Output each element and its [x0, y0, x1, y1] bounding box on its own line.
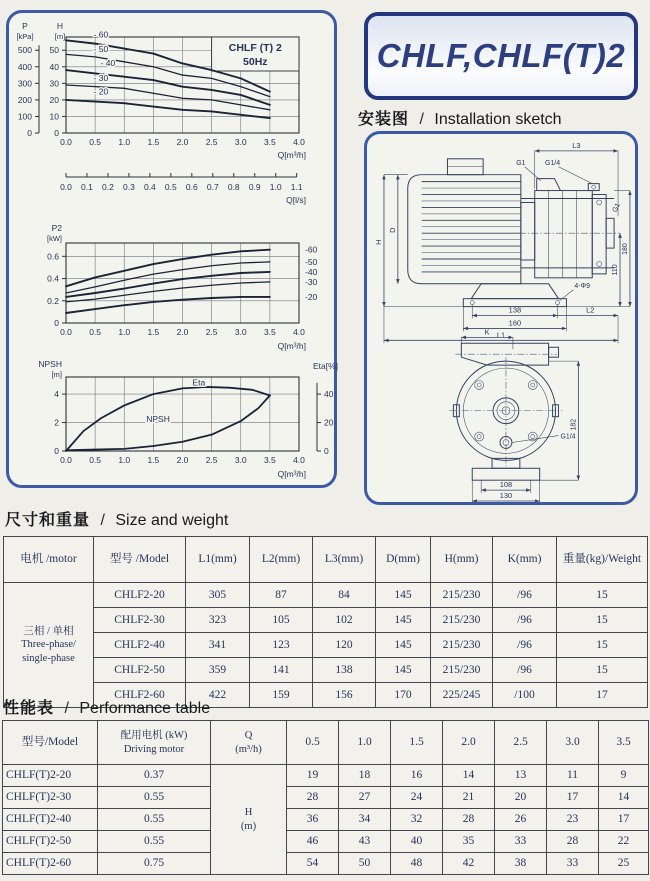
- motor-power-cell: 0.55: [98, 809, 211, 831]
- size-weight-heading: [5, 507, 228, 530]
- head-value-cell: 43: [339, 831, 391, 853]
- flow-col-header: 1.0: [339, 721, 391, 765]
- svg-text:30: 30: [49, 78, 59, 89]
- head-value-cell: 35: [443, 831, 495, 853]
- hq-curve-chart: [10, 21, 339, 225]
- installation-sketch-drawing: [369, 137, 633, 502]
- bolt-holes-label: 4-Φ9: [574, 282, 590, 290]
- dim-138-label: 138: [508, 305, 522, 315]
- outlet-thread-label: G1: [611, 202, 622, 214]
- size-col-header: L1(mm): [186, 537, 250, 583]
- head-value-cell: 27: [339, 787, 391, 809]
- svg-text:1.5: 1.5: [147, 137, 160, 147]
- size-value-cell: 87: [250, 583, 313, 608]
- vent-plug: [588, 184, 599, 191]
- size-col-header: L2(mm): [250, 537, 313, 583]
- perf-table-row: [3, 787, 649, 809]
- dim-180-label: 180: [621, 243, 629, 255]
- svg-text:2.5: 2.5: [205, 137, 218, 147]
- p2-power-chart: [10, 223, 339, 357]
- svg-text:0.5: 0.5: [89, 137, 102, 147]
- installation-sketch-panel: [364, 131, 638, 505]
- front-foot: [472, 468, 539, 480]
- svg-text:0.6: 0.6: [185, 182, 198, 192]
- dim-182-label: 182: [570, 418, 578, 431]
- head-value-cell: 42: [443, 853, 495, 875]
- perf-heading-en: Performance table: [79, 700, 211, 717]
- size-value-cell: 215/230: [431, 633, 493, 658]
- svg-text:0: 0: [27, 128, 32, 138]
- size-value-cell: 145: [376, 633, 431, 658]
- motor-power-cell: 0.75: [98, 853, 211, 875]
- svg-text:4.0: 4.0: [293, 137, 305, 147]
- svg-text:-60: -60: [305, 244, 318, 255]
- dim-160-label: 160: [508, 318, 522, 328]
- svg-text:Q[m³/h]: Q[m³/h]: [277, 150, 306, 160]
- model-cell: CHLF(T)2-40: [3, 809, 98, 831]
- head-value-cell: 32: [391, 809, 443, 831]
- size-value-cell: 170: [376, 683, 431, 708]
- head-value-cell: 20: [495, 787, 547, 809]
- svg-text:Eta[%]: Eta[%]: [312, 361, 338, 371]
- end-cover: [592, 195, 606, 274]
- perf-col-header: 配用电机 (kW) Driving motor: [98, 721, 211, 765]
- svg-text:0.5: 0.5: [164, 182, 177, 192]
- svg-text:2.5: 2.5: [205, 327, 218, 337]
- svg-text:2: 2: [54, 417, 59, 428]
- svg-text:3.5: 3.5: [263, 327, 276, 337]
- size-value-cell: 145: [376, 583, 431, 608]
- size-value-cell: 120: [313, 633, 376, 658]
- size-value-cell: /96: [493, 583, 557, 608]
- model-title-box: [364, 12, 638, 100]
- svg-text:1.0: 1.0: [118, 455, 131, 465]
- svg-text:Q[m³/h]: Q[m³/h]: [277, 469, 306, 479]
- performance-heading: [3, 695, 210, 718]
- size-col-header: L3(mm): [313, 537, 376, 583]
- svg-text:0.9: 0.9: [248, 182, 261, 192]
- size-col-header: H(mm): [431, 537, 493, 583]
- svg-text:0.0: 0.0: [60, 137, 72, 147]
- perf-table-row: [3, 853, 649, 875]
- svg-text:1.5: 1.5: [147, 327, 160, 337]
- svg-text:0.0: 0.0: [60, 182, 72, 192]
- svg-text:40: 40: [49, 61, 59, 72]
- svg-text:0: 0: [54, 318, 59, 328]
- head-value-cell: 46: [287, 831, 339, 853]
- head-value-cell: 36: [287, 809, 339, 831]
- heading-separator: /: [419, 111, 424, 128]
- model-cell: CHLF(T)2-50: [3, 831, 98, 853]
- size-col-header: 重量(kg)/Weight: [557, 537, 648, 583]
- svg-text:[m]: [m]: [51, 370, 62, 379]
- svg-text:0: 0: [54, 128, 59, 138]
- size-value-cell: 359: [186, 658, 250, 683]
- size-value-cell: 105: [250, 608, 313, 633]
- size-table-row: [4, 583, 648, 608]
- svg-text:Eta: Eta: [192, 377, 206, 388]
- svg-text:0.1: 0.1: [81, 182, 93, 192]
- head-value-cell: 22: [599, 831, 649, 853]
- dim-D-label: D: [387, 227, 397, 233]
- svg-text:20: 20: [49, 94, 59, 105]
- size-value-cell: 15: [557, 608, 648, 633]
- svg-text:1.5: 1.5: [147, 455, 160, 465]
- flow-col-header: 0.5: [287, 721, 339, 765]
- svg-text:-30: -30: [305, 276, 318, 287]
- svg-text:0.5: 0.5: [89, 327, 102, 337]
- installation-heading: [358, 106, 562, 129]
- size-value-cell: 305: [186, 583, 250, 608]
- inlet-thread-label: G1: [516, 159, 526, 167]
- size-heading-en: Size and weight: [115, 512, 229, 529]
- flow-col-header: 1.5: [391, 721, 443, 765]
- model-cell: CHLF2-20: [94, 583, 186, 608]
- size-value-cell: 323: [186, 608, 250, 633]
- dim-L1-label: L1: [496, 330, 506, 340]
- heading-separator: /: [64, 700, 69, 717]
- svg-text:- 20: - 20: [93, 86, 109, 97]
- size-weight-table: [3, 536, 648, 708]
- size-value-cell: 156: [313, 683, 376, 708]
- head-value-cell: 18: [339, 765, 391, 787]
- svg-text:- 30: - 30: [93, 73, 109, 84]
- svg-text:4: 4: [54, 389, 59, 400]
- svg-text:- 50: - 50: [93, 44, 109, 55]
- head-unit-cell: H (m): [211, 765, 287, 875]
- svg-text:P: P: [22, 21, 28, 31]
- perf-table-row: [3, 809, 649, 831]
- svg-text:400: 400: [17, 61, 32, 72]
- pump-stages: [535, 191, 593, 278]
- head-value-cell: 28: [547, 831, 599, 853]
- model-cell: CHLF(T)2-30: [3, 787, 98, 809]
- svg-text:-40: -40: [305, 266, 318, 277]
- size-value-cell: 215/230: [431, 608, 493, 633]
- svg-text:0: 0: [324, 446, 329, 456]
- svg-text:- 40: - 40: [100, 58, 116, 69]
- svg-text:3.0: 3.0: [234, 455, 247, 465]
- svg-text:Q[l/s]: Q[l/s]: [286, 195, 306, 205]
- performance-table: [2, 720, 649, 875]
- model-cell: CHLF2-60: [94, 683, 186, 708]
- model-cell: CHLF2-40: [94, 633, 186, 658]
- svg-text:300: 300: [17, 78, 32, 89]
- svg-text:50: 50: [49, 45, 59, 56]
- size-value-cell: 17: [557, 683, 648, 708]
- svg-text:2.5: 2.5: [205, 455, 218, 465]
- size-value-cell: 102: [313, 608, 376, 633]
- svg-text:1.0: 1.0: [269, 182, 282, 192]
- size-value-cell: 422: [186, 683, 250, 708]
- perf-heading-cjk: 性能表: [3, 700, 55, 717]
- flow-col-header: 2.0: [443, 721, 495, 765]
- size-col-header: 电机 /motor: [4, 537, 94, 583]
- size-value-cell: /96: [493, 608, 557, 633]
- model-cell: CHLF(T)2-60: [3, 853, 98, 875]
- svg-text:NPSH: NPSH: [146, 413, 170, 424]
- svg-text:2.0: 2.0: [176, 137, 189, 147]
- size-col-header: 型号 /Model: [94, 537, 186, 583]
- head-value-cell: 19: [287, 765, 339, 787]
- head-value-cell: 38: [495, 853, 547, 875]
- head-value-cell: 16: [391, 765, 443, 787]
- dim-130-label: 130: [499, 491, 513, 501]
- svg-text:-20: -20: [305, 291, 318, 302]
- curves-panel: [6, 10, 337, 488]
- size-value-cell: 215/230: [431, 658, 493, 683]
- head-value-cell: 24: [391, 787, 443, 809]
- dim-110-label: 110: [612, 264, 620, 276]
- head-value-cell: 28: [443, 809, 495, 831]
- size-value-cell: 145: [376, 658, 431, 683]
- pump-side-view: [374, 141, 630, 343]
- head-value-cell: 14: [599, 787, 649, 809]
- vent-thread-label: G1/4: [545, 159, 561, 167]
- svg-text:0.4: 0.4: [47, 273, 59, 284]
- head-value-cell: 17: [547, 787, 599, 809]
- model-cell: CHLF(T)2-20: [3, 765, 98, 787]
- svg-text:1.0: 1.0: [118, 327, 131, 337]
- size-value-cell: /100: [493, 683, 557, 708]
- flow-col-header: 3.0: [547, 721, 599, 765]
- size-heading-cjk: 尺寸和重量: [5, 512, 91, 529]
- model-cell: CHLF2-50: [94, 658, 186, 683]
- size-table-row: [4, 658, 648, 683]
- head-value-cell: 33: [547, 853, 599, 875]
- svg-text:3.0: 3.0: [234, 137, 247, 147]
- svg-text:0.3: 0.3: [122, 182, 135, 192]
- motor-power-cell: 0.55: [98, 831, 211, 853]
- size-value-cell: 225/245: [431, 683, 493, 708]
- size-col-header: K(mm): [493, 537, 557, 583]
- head-value-cell: 21: [443, 787, 495, 809]
- size-value-cell: 15: [557, 633, 648, 658]
- svg-text:100: 100: [17, 111, 32, 122]
- svg-text:NPSH: NPSH: [38, 359, 62, 369]
- svg-text:3.5: 3.5: [263, 137, 276, 147]
- svg-text:20: 20: [324, 417, 334, 428]
- head-value-cell: 33: [495, 831, 547, 853]
- head-value-cell: 25: [599, 853, 649, 875]
- size-value-cell: 141: [250, 658, 313, 683]
- svg-text:1.1: 1.1: [290, 182, 303, 192]
- svg-text:0.2: 0.2: [102, 182, 114, 192]
- head-value-cell: 13: [495, 765, 547, 787]
- size-table-row: [4, 633, 648, 658]
- svg-text:10: 10: [49, 111, 59, 122]
- svg-text:0.5: 0.5: [89, 455, 102, 465]
- head-value-cell: 14: [443, 765, 495, 787]
- drain-thread-label: G1/4: [560, 433, 576, 441]
- svg-text:200: 200: [17, 94, 32, 105]
- size-value-cell: 138: [313, 658, 376, 683]
- perf-table-row: [3, 831, 649, 853]
- npsh-eta-chart: [10, 359, 339, 485]
- head-value-cell: 23: [547, 809, 599, 831]
- svg-text:3.5: 3.5: [263, 455, 276, 465]
- svg-text:0.2: 0.2: [47, 295, 59, 306]
- base-support: [471, 284, 558, 299]
- head-value-cell: 54: [287, 853, 339, 875]
- size-value-cell: 123: [250, 633, 313, 658]
- svg-text:0.8: 0.8: [227, 182, 240, 192]
- svg-text:500: 500: [17, 45, 32, 56]
- svg-text:0.0: 0.0: [60, 455, 72, 465]
- perf-table-row: [3, 765, 649, 787]
- svg-text:2.0: 2.0: [176, 455, 189, 465]
- svg-text:- 60: - 60: [93, 29, 109, 40]
- size-value-cell: 15: [557, 583, 648, 608]
- dim-L3-label: L3: [572, 140, 581, 150]
- svg-text:0.6: 0.6: [47, 251, 59, 262]
- dim-H-label: H: [373, 239, 383, 245]
- perf-col-header: 型号/Model: [3, 721, 98, 765]
- svg-text:0: 0: [54, 446, 59, 456]
- svg-text:P2: P2: [51, 223, 62, 233]
- motor-type-cell: 三相 / 单相 Three-phase/ single-phase: [4, 583, 94, 708]
- svg-text:0.7: 0.7: [206, 182, 219, 192]
- svg-text:CHLF (T) 2: CHLF (T) 2: [228, 42, 282, 54]
- motor-fins: [422, 182, 521, 272]
- svg-text:4.0: 4.0: [293, 327, 305, 337]
- dim-K-label: K: [484, 327, 490, 337]
- size-value-cell: 145: [376, 608, 431, 633]
- svg-text:[kW]: [kW]: [47, 234, 62, 243]
- perf-col-header: Q (m³/h): [211, 721, 287, 765]
- dim-108-label: 108: [499, 480, 513, 490]
- head-value-cell: 11: [547, 765, 599, 787]
- svg-text:-50: -50: [305, 256, 318, 267]
- size-value-cell: /96: [493, 658, 557, 683]
- svg-text:[kPa]: [kPa]: [16, 32, 34, 41]
- svg-text:2.0: 2.0: [176, 327, 189, 337]
- size-value-cell: 159: [250, 683, 313, 708]
- installation-heading-cjk: 安装图: [358, 111, 410, 128]
- svg-text:1.0: 1.0: [118, 137, 131, 147]
- svg-text:Q[m³/h]: Q[m³/h]: [277, 341, 306, 351]
- size-table-row: [4, 608, 648, 633]
- head-value-cell: 48: [391, 853, 443, 875]
- head-value-cell: 50: [339, 853, 391, 875]
- svg-text:[m]: [m]: [54, 32, 66, 41]
- svg-text:3.0: 3.0: [234, 327, 247, 337]
- head-value-cell: 17: [599, 809, 649, 831]
- size-value-cell: 84: [313, 583, 376, 608]
- head-value-cell: 26: [495, 809, 547, 831]
- svg-text:40: 40: [324, 389, 334, 400]
- size-value-cell: 341: [186, 633, 250, 658]
- motor-power-cell: 0.55: [98, 787, 211, 809]
- svg-text:H: H: [56, 21, 64, 31]
- pump-front-view: [449, 327, 578, 502]
- heading-separator: /: [100, 512, 105, 529]
- size-value-cell: 15: [557, 658, 648, 683]
- svg-text:0.0: 0.0: [60, 327, 72, 337]
- page-title: CHLF,CHLF(T)2: [376, 37, 626, 74]
- svg-text:4.0: 4.0: [293, 455, 305, 465]
- head-value-cell: 9: [599, 765, 649, 787]
- flow-col-header: 2.5: [495, 721, 547, 765]
- size-value-cell: 215/230: [431, 583, 493, 608]
- svg-text:50Hz: 50Hz: [243, 56, 268, 68]
- motor-power-cell: 0.37: [98, 765, 211, 787]
- size-value-cell: /96: [493, 633, 557, 658]
- model-cell: CHLF2-30: [94, 608, 186, 633]
- head-value-cell: 40: [391, 831, 443, 853]
- head-value-cell: 34: [339, 809, 391, 831]
- head-value-cell: 28: [287, 787, 339, 809]
- svg-text:0.4: 0.4: [143, 182, 156, 192]
- size-col-header: D(mm): [376, 537, 431, 583]
- flow-col-header: 3.5: [599, 721, 649, 765]
- installation-heading-en: Installation sketch: [434, 111, 562, 128]
- dim-L2-label: L2: [586, 305, 595, 315]
